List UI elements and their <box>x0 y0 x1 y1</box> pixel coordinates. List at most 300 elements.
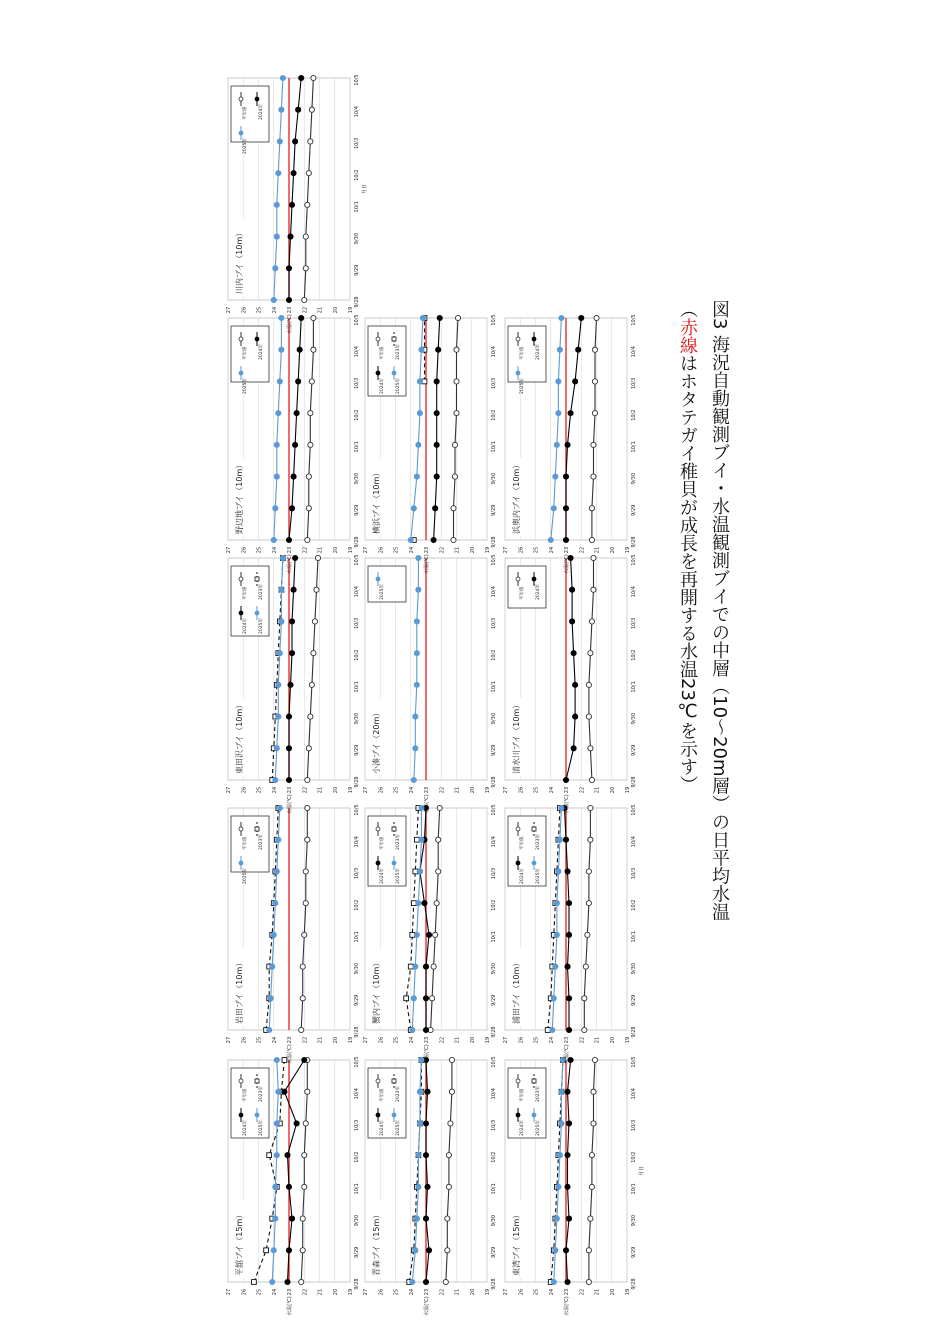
x-tick-label: 10/2 <box>354 169 360 181</box>
data-point <box>414 682 419 687</box>
legend-marker <box>516 1113 520 1117</box>
y-tick-label: 26 <box>518 546 525 554</box>
data-point <box>591 587 596 592</box>
data-point <box>437 315 442 320</box>
legend-marker <box>516 337 520 341</box>
data-point <box>300 1248 305 1253</box>
x-tick-label: 9/30 <box>354 962 360 975</box>
y-tick-label: 19 <box>625 786 631 794</box>
y-tick-label: 22 <box>302 546 309 554</box>
y-tick-label: 27 <box>226 1288 232 1296</box>
y-tick-label: 24 <box>548 546 555 554</box>
data-point <box>588 651 593 656</box>
x-tick-label: 10/5 <box>631 804 637 816</box>
y-tick-label: 21 <box>317 306 324 314</box>
data-point <box>309 682 314 687</box>
data-point <box>277 139 282 144</box>
legend-label: 2025年 <box>380 584 385 600</box>
data-point <box>592 379 597 384</box>
x-tick-label: 9/30 <box>354 712 360 725</box>
caption-note-open: （ <box>677 300 698 318</box>
legend-marker <box>376 827 380 831</box>
y-tick-label: 24 <box>271 306 278 314</box>
station-title: 岩田ブイ（10m） <box>235 958 244 1024</box>
data-point <box>274 1057 279 1062</box>
legend-label: 2024年 <box>380 1120 385 1136</box>
y-tick-label: 19 <box>485 1288 491 1296</box>
data-point <box>433 932 438 937</box>
data-point <box>423 1153 428 1158</box>
y-tick-label: 27 <box>226 1036 232 1044</box>
y-axis-unit: 水温(℃) <box>287 1296 293 1316</box>
data-point <box>271 932 276 937</box>
y-tick-label: 22 <box>439 546 446 554</box>
data-point <box>434 901 439 906</box>
data-point <box>566 901 571 906</box>
legend-marker <box>516 1079 520 1083</box>
data-point <box>309 107 314 112</box>
y-tick-label: 23 <box>424 546 430 554</box>
x-tick-label: 9/29 <box>354 504 360 516</box>
data-point <box>289 1216 294 1221</box>
y-tick-label: 22 <box>579 546 586 554</box>
data-point <box>434 411 439 416</box>
data-point <box>413 746 418 751</box>
x-tick-label: 9/29 <box>354 744 360 756</box>
data-point <box>300 964 305 969</box>
x-tick-label: 10/1 <box>491 931 497 943</box>
x-tick-label: 10/4 <box>631 586 637 598</box>
y-tick-label: 21 <box>594 1036 601 1044</box>
y-tick-label: 19 <box>348 786 354 794</box>
legend-marker <box>255 827 259 831</box>
data-point <box>426 932 431 937</box>
data-point <box>291 474 296 479</box>
data-point <box>274 234 279 239</box>
legend-label: 平年値 <box>520 586 525 600</box>
data-point <box>416 555 421 560</box>
data-point <box>553 1248 558 1253</box>
data-point <box>588 1216 593 1221</box>
data-point <box>306 474 311 479</box>
legend-marker <box>239 337 243 341</box>
legend-label: 平年値 <box>380 1088 385 1102</box>
data-point <box>430 996 435 1001</box>
data-point <box>305 1089 310 1094</box>
y-tick-label: 19 <box>485 786 491 794</box>
x-tick-label: 10/1 <box>354 201 360 213</box>
data-point <box>420 315 425 320</box>
y-tick-label: 22 <box>302 1036 309 1044</box>
y-tick-label: 24 <box>548 786 555 794</box>
legend-label: 2025年 <box>396 1120 401 1136</box>
data-point <box>416 442 421 447</box>
data-point <box>305 837 310 842</box>
legend-marker <box>255 337 259 341</box>
legend-label: 平年値 <box>243 1088 248 1102</box>
data-point <box>285 1279 290 1284</box>
y-tick-label: 25 <box>533 1288 540 1296</box>
x-tick-label: 10/2 <box>354 899 360 911</box>
legend-label: 2023年 <box>536 1086 541 1102</box>
x-tick-label: 9/29 <box>631 744 637 756</box>
x-tick-label: 9/30 <box>354 1214 360 1227</box>
y-tick-label: 22 <box>439 786 446 794</box>
legend-label: 2023年 <box>259 584 264 600</box>
data-point <box>563 474 568 479</box>
x-tick-label: 9/29 <box>631 1246 637 1258</box>
data-point <box>591 555 596 560</box>
x-tick-label: 9/30 <box>354 232 360 245</box>
x-tick-label: 9/30 <box>631 472 637 485</box>
y-tick-label: 24 <box>271 1288 278 1296</box>
data-point <box>571 746 576 751</box>
x-tick-label: 9/28 <box>354 536 360 548</box>
y-tick-label: 25 <box>256 546 263 554</box>
data-point <box>565 1089 570 1094</box>
y-tick-label: 22 <box>579 1288 586 1296</box>
data-point <box>286 537 291 542</box>
legend-marker <box>392 337 396 341</box>
x-tick-label: 9/29 <box>491 504 497 516</box>
x-tick-label: 10/1 <box>491 1183 497 1195</box>
x-tick-label: 9/30 <box>491 472 497 485</box>
data-point <box>311 315 316 320</box>
data-point <box>557 837 562 842</box>
y-tick-label: 27 <box>363 1288 369 1296</box>
data-point <box>411 996 416 1001</box>
data-point <box>306 746 311 751</box>
data-point <box>288 234 293 239</box>
data-point <box>276 837 281 842</box>
legend-label: 2024年 <box>536 344 541 360</box>
y-axis-unit: 水温(℃) <box>287 314 293 334</box>
data-point <box>563 837 568 842</box>
legend-label: 平年値 <box>520 836 525 850</box>
data-point <box>570 587 575 592</box>
x-tick-label: 10/3 <box>354 867 360 880</box>
y-tick-label: 26 <box>378 1036 385 1044</box>
chart-panel <box>226 1056 360 1315</box>
x-tick-label: 10/3 <box>354 377 360 390</box>
x-tick-label: 10/5 <box>354 1056 360 1068</box>
data-point <box>273 266 278 271</box>
legend-label: 2025年 <box>259 618 264 634</box>
y-tick-label: 19 <box>625 546 631 554</box>
y-tick-label: 22 <box>439 1036 446 1044</box>
data-point <box>434 379 439 384</box>
data-point <box>404 996 409 1001</box>
y-tick-label: 26 <box>241 546 248 554</box>
data-point <box>302 1153 307 1158</box>
y-tick-label: 20 <box>609 1036 616 1044</box>
x-axis-unit: 月日 <box>639 1165 645 1177</box>
legend-label: 2024年 <box>380 378 385 394</box>
legend-marker <box>376 337 380 341</box>
legend-marker <box>255 577 259 581</box>
legend-label: 平年値 <box>380 836 385 850</box>
data-point <box>314 587 319 592</box>
data-point <box>573 379 578 384</box>
data-point <box>417 1121 422 1126</box>
legend-marker <box>532 1113 536 1117</box>
data-point <box>311 347 316 352</box>
y-tick-label: 27 <box>226 306 232 314</box>
data-point <box>419 837 424 842</box>
data-point <box>448 1121 453 1126</box>
data-point <box>556 869 561 874</box>
y-tick-label: 19 <box>625 1288 631 1296</box>
data-point <box>276 714 281 719</box>
data-point <box>553 474 558 479</box>
legend-marker <box>376 1079 380 1083</box>
legend-marker <box>392 1079 396 1083</box>
legend-label: 平年値 <box>520 1088 525 1102</box>
data-point <box>451 537 456 542</box>
x-tick-label: 10/4 <box>354 106 360 118</box>
legend-marker <box>532 1079 536 1083</box>
data-point <box>437 805 442 810</box>
y-tick-label: 24 <box>408 1036 415 1044</box>
y-tick-label: 24 <box>271 546 278 554</box>
station-title: 清水川ブイ（10m） <box>512 700 521 774</box>
data-point <box>280 555 285 560</box>
data-point <box>273 506 278 511</box>
x-tick-label: 10/3 <box>631 377 637 390</box>
data-point <box>268 996 273 1001</box>
data-point <box>303 266 308 271</box>
data-point <box>586 682 591 687</box>
legend-marker <box>239 97 243 101</box>
data-point <box>270 964 275 969</box>
y-tick-label: 20 <box>469 1288 476 1296</box>
y-tick-label: 27 <box>363 546 369 554</box>
y-tick-label: 19 <box>348 1036 354 1044</box>
data-point <box>589 506 594 511</box>
chart-panel <box>363 1056 497 1315</box>
data-point <box>414 619 419 624</box>
legend-marker <box>516 371 520 375</box>
y-tick-label: 21 <box>454 1288 461 1296</box>
y-tick-label: 21 <box>317 546 324 554</box>
legend-marker <box>255 1113 259 1117</box>
data-point <box>582 1027 587 1032</box>
data-point <box>297 347 302 352</box>
legend-label: 2024年 <box>520 1120 525 1136</box>
legend-marker <box>392 827 396 831</box>
y-tick-label: 24 <box>548 1288 555 1296</box>
data-point <box>454 411 459 416</box>
legend-marker <box>239 131 243 135</box>
y-tick-label: 19 <box>485 546 491 554</box>
data-point <box>286 1184 291 1189</box>
data-point <box>451 506 456 511</box>
data-point <box>550 1027 555 1032</box>
legend-label: 2025年 <box>536 1120 541 1136</box>
y-tick-label: 25 <box>393 1036 400 1044</box>
legend-label: 2023年 <box>259 1086 264 1102</box>
y-tick-label: 23 <box>564 1036 570 1044</box>
data-point <box>286 714 291 719</box>
data-point <box>267 1027 272 1032</box>
data-point <box>565 1153 570 1158</box>
data-point <box>554 442 559 447</box>
data-point <box>559 315 564 320</box>
data-point <box>548 537 553 542</box>
y-tick-label: 24 <box>408 546 415 554</box>
x-tick-label: 10/5 <box>631 1056 637 1068</box>
x-tick-label: 10/1 <box>631 931 637 943</box>
data-point <box>273 777 278 782</box>
data-point <box>449 1057 454 1062</box>
y-axis-unit: 水温(℃) <box>424 1296 430 1316</box>
x-tick-label: 10/4 <box>354 346 360 358</box>
data-point <box>589 1184 594 1189</box>
data-point <box>277 651 282 656</box>
data-point <box>291 171 296 176</box>
data-point <box>585 932 590 937</box>
data-point <box>554 1216 559 1221</box>
x-tick-label: 10/2 <box>491 899 497 911</box>
x-tick-label: 9/29 <box>631 994 637 1006</box>
y-tick-label: 25 <box>256 306 263 314</box>
x-tick-label: 10/4 <box>491 836 497 848</box>
y-tick-label: 20 <box>469 546 476 554</box>
x-tick-label: 9/28 <box>631 776 637 788</box>
station-title: 蟹内ブイ（10m） <box>372 958 381 1024</box>
data-point <box>276 171 281 176</box>
legend-label: 2024年 <box>380 868 385 884</box>
y-tick-label: 21 <box>317 786 324 794</box>
legend-label: 2025年 <box>243 868 248 884</box>
data-point <box>565 869 570 874</box>
data-point <box>271 1248 276 1253</box>
x-tick-label: 10/1 <box>491 681 497 693</box>
y-tick-label: 26 <box>378 1288 385 1296</box>
legend-marker <box>516 577 520 581</box>
data-point <box>308 442 313 447</box>
data-point <box>305 537 310 542</box>
y-tick-label: 20 <box>609 786 616 794</box>
x-tick-label: 9/28 <box>354 776 360 788</box>
y-axis-unit: 水温(℃) <box>287 794 293 814</box>
legend-marker <box>239 371 243 375</box>
y-tick-label: 27 <box>363 1036 369 1044</box>
y-axis-unit: 水温(℃) <box>424 1044 430 1064</box>
data-point <box>279 315 284 320</box>
y-tick-label: 25 <box>393 1288 400 1296</box>
station-title: 小湊ブイ（20m） <box>372 708 381 774</box>
x-tick-label: 9/28 <box>491 1026 497 1038</box>
data-point <box>452 474 457 479</box>
legend-label: 2023年 <box>396 1086 401 1102</box>
data-point <box>565 964 570 969</box>
y-tick-label: 27 <box>363 786 369 794</box>
data-point <box>293 139 298 144</box>
y-axis-unit: 水温(℃) <box>564 794 570 814</box>
legend-label: 2025年 <box>243 138 248 154</box>
x-tick-label: 9/29 <box>491 744 497 756</box>
y-tick-label: 26 <box>518 1288 525 1296</box>
y-tick-label: 24 <box>271 786 278 794</box>
caption-note-rest: はホタテガイ稚貝が成長を再開する水温23℃を示す） <box>677 354 698 794</box>
data-point <box>289 202 294 207</box>
data-point <box>264 1248 269 1253</box>
legend-marker <box>376 371 380 375</box>
data-point <box>277 379 282 384</box>
data-point <box>305 202 310 207</box>
data-point <box>423 1279 428 1284</box>
legend-marker <box>239 611 243 615</box>
x-axis-unit: 月日 <box>362 183 368 195</box>
x-tick-label: 9/28 <box>491 776 497 788</box>
legend-label: 2023年 <box>396 344 401 360</box>
data-point <box>417 411 422 416</box>
data-point <box>554 932 559 937</box>
x-tick-label: 10/5 <box>354 804 360 816</box>
legend-marker <box>532 827 536 831</box>
data-point <box>308 139 313 144</box>
y-tick-label: 22 <box>302 306 309 314</box>
data-point <box>277 805 282 810</box>
y-tick-label: 22 <box>579 1036 586 1044</box>
y-tick-label: 27 <box>503 1036 509 1044</box>
caption-red-line-label: 赤線 <box>677 318 698 354</box>
legend-label: 2023年 <box>396 834 401 850</box>
x-tick-label: 10/1 <box>631 681 637 693</box>
data-point <box>551 506 556 511</box>
legend-marker <box>376 1113 380 1117</box>
y-tick-label: 21 <box>594 1288 601 1296</box>
data-point <box>563 777 568 782</box>
legend-label: 平年値 <box>380 346 385 360</box>
data-point <box>557 1153 562 1158</box>
x-tick-label: 10/5 <box>491 554 497 566</box>
y-tick-label: 26 <box>518 1036 525 1044</box>
y-tick-label: 25 <box>393 546 400 554</box>
legend-label: 平年値 <box>243 106 248 120</box>
y-tick-label: 27 <box>503 786 509 794</box>
legend-box <box>368 566 406 602</box>
data-point <box>565 1184 570 1189</box>
y-tick-label: 21 <box>317 1036 324 1044</box>
data-point <box>280 75 285 80</box>
data-point <box>296 107 301 112</box>
data-point <box>426 1248 431 1253</box>
data-point <box>592 347 597 352</box>
y-tick-label: 26 <box>241 306 248 314</box>
y-tick-label: 20 <box>609 1288 616 1296</box>
legend-label: 2024年 <box>520 868 525 884</box>
y-tick-label: 19 <box>625 1036 631 1044</box>
data-point <box>436 837 441 842</box>
data-point <box>454 379 459 384</box>
data-point <box>417 1089 422 1094</box>
chart-panel <box>363 554 497 816</box>
legend-marker <box>376 861 380 865</box>
data-point <box>423 1027 428 1032</box>
data-point <box>270 1279 275 1284</box>
x-tick-label: 10/4 <box>631 836 637 848</box>
data-point <box>303 901 308 906</box>
legend-label: 2024年 <box>536 584 541 600</box>
data-point <box>300 1216 305 1221</box>
data-point <box>588 837 593 842</box>
data-point <box>554 901 559 906</box>
data-point <box>273 1216 278 1221</box>
x-tick-label: 10/5 <box>631 554 637 566</box>
data-point <box>571 651 576 656</box>
